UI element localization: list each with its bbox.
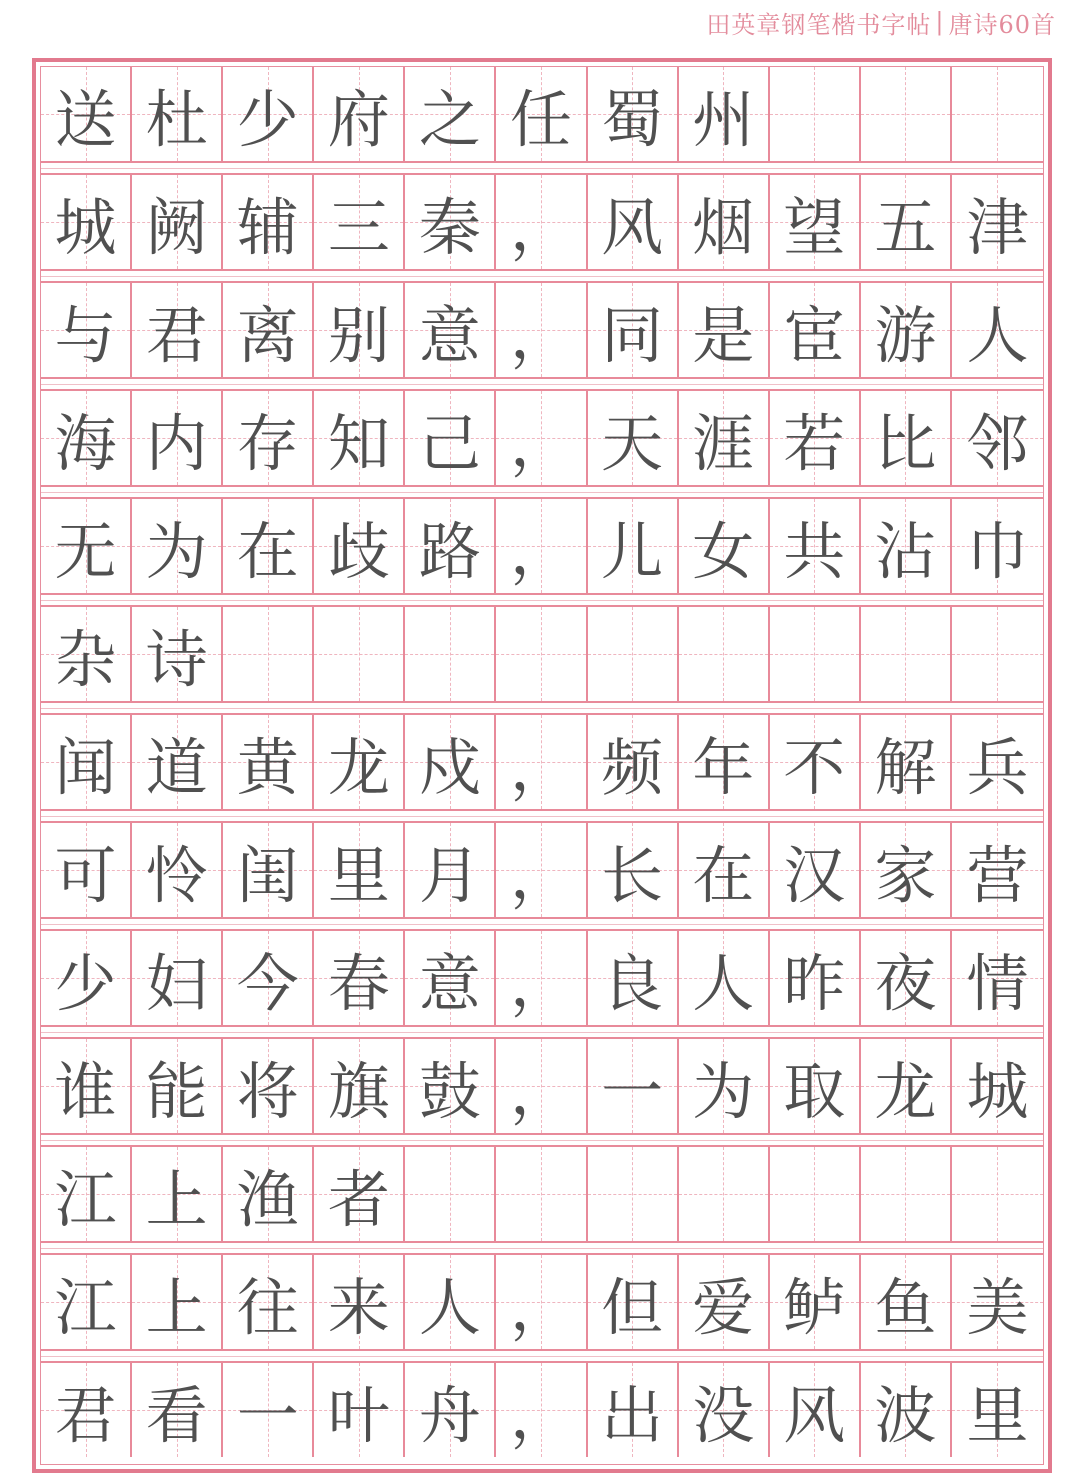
- character: 君: [145, 298, 208, 372]
- row-gap: [41, 1133, 1043, 1147]
- character: 城: [966, 1054, 1029, 1128]
- character: 津: [966, 190, 1029, 264]
- book-subtitle: 唐诗60首: [948, 10, 1056, 39]
- grid-cell: [861, 931, 952, 1025]
- grid-cell: [405, 1039, 496, 1133]
- character: 秦: [418, 190, 481, 264]
- grid-cell: [770, 175, 861, 269]
- grid-cell: [679, 1039, 770, 1133]
- grid-cell: [679, 607, 770, 701]
- character: 月: [418, 838, 481, 912]
- grid-cell: [314, 175, 405, 269]
- grid-cell: [132, 499, 223, 593]
- character: ，: [510, 1270, 573, 1344]
- character: 风: [601, 190, 664, 264]
- character: 怜: [145, 838, 208, 912]
- grid-cell: [861, 1255, 952, 1349]
- grid-cell: [314, 1039, 405, 1133]
- grid-cell: [314, 283, 405, 377]
- grid-cell: [679, 823, 770, 917]
- character: 在: [236, 514, 299, 588]
- character: 三: [327, 190, 390, 264]
- grid-cell: [41, 607, 132, 701]
- grid-cell: [41, 391, 132, 485]
- character: 任: [510, 82, 573, 156]
- grid-cell: [314, 823, 405, 917]
- grid-cell: [861, 391, 952, 485]
- character: 邻: [966, 406, 1029, 480]
- grid-cell: [496, 391, 587, 485]
- character: 送: [54, 82, 117, 156]
- grid-cell: [496, 715, 587, 809]
- grid-cell: [861, 715, 952, 809]
- character: 龙: [327, 730, 390, 804]
- grid-cell: [132, 1255, 223, 1349]
- character: 内: [145, 406, 208, 480]
- grid-cell: [223, 1255, 314, 1349]
- character: 旗: [327, 1054, 390, 1128]
- character: 但: [601, 1270, 664, 1344]
- grid-cell: [223, 1147, 314, 1241]
- character: 是: [692, 298, 755, 372]
- grid-cell: [770, 1255, 861, 1349]
- character: 州: [692, 82, 755, 156]
- row-gap: [41, 1349, 1043, 1363]
- grid-cell: [679, 499, 770, 593]
- grid-cell: [314, 607, 405, 701]
- character: 人: [966, 298, 1029, 372]
- character: 闺: [236, 838, 299, 912]
- character: 上: [145, 1162, 208, 1236]
- character: 儿: [601, 514, 664, 588]
- grid-cell: [770, 715, 861, 809]
- character: 叶: [327, 1378, 390, 1452]
- character: 出: [601, 1378, 664, 1452]
- grid-cell: [41, 175, 132, 269]
- header-separator: |: [935, 8, 945, 36]
- grid-cell: [314, 931, 405, 1025]
- grid-cell: [952, 931, 1043, 1025]
- grid-cell: [588, 823, 679, 917]
- character: 风: [783, 1378, 846, 1452]
- grid-row: [41, 283, 1043, 377]
- grid-cell: [314, 715, 405, 809]
- character: 一: [601, 1054, 664, 1128]
- grid-cell: [405, 715, 496, 809]
- grid-cell: [952, 175, 1043, 269]
- grid-cell: [405, 1147, 496, 1241]
- grid-cell: [132, 283, 223, 377]
- grid-cell: [223, 283, 314, 377]
- grid-cell: [223, 67, 314, 161]
- grid-row: [41, 823, 1043, 917]
- grid-row: [41, 175, 1043, 269]
- grid-cell: [405, 1255, 496, 1349]
- grid-cell: [588, 715, 679, 809]
- grid-cell: [588, 391, 679, 485]
- character: 戍: [418, 730, 481, 804]
- character: 少: [54, 946, 117, 1020]
- character: 江: [54, 1270, 117, 1344]
- grid-cell: [588, 931, 679, 1025]
- grid-cell: [952, 1255, 1043, 1349]
- character: 可: [54, 838, 117, 912]
- character: 意: [418, 946, 481, 1020]
- grid-cell: [223, 1363, 314, 1457]
- grid-cell: [588, 499, 679, 593]
- grid-cell: [679, 1255, 770, 1349]
- character: 同: [601, 298, 664, 372]
- character: 波: [874, 1378, 937, 1452]
- character: 解: [874, 730, 937, 804]
- grid-cell: [41, 1039, 132, 1133]
- row-gap: [41, 269, 1043, 283]
- grid-cell: [496, 175, 587, 269]
- character: 五: [874, 190, 937, 264]
- grid-cell: [496, 607, 587, 701]
- grid-cell: [132, 715, 223, 809]
- grid-cell: [41, 499, 132, 593]
- character: 长: [601, 838, 664, 912]
- row-gap: [41, 593, 1043, 607]
- grid-row: [41, 499, 1043, 593]
- character: 己: [418, 406, 481, 480]
- character: 春: [327, 946, 390, 1020]
- grid-cell: [679, 1147, 770, 1241]
- grid-cell: [132, 607, 223, 701]
- grid-cell: [132, 823, 223, 917]
- character: 里: [327, 838, 390, 912]
- grid-cell: [223, 931, 314, 1025]
- grid-cell: [405, 823, 496, 917]
- grid-cell: [223, 823, 314, 917]
- grid-cell: [770, 499, 861, 593]
- grid-cell: [132, 67, 223, 161]
- character: 天: [601, 406, 664, 480]
- grid-cell: [314, 499, 405, 593]
- character: 为: [145, 514, 208, 588]
- row-gap: [41, 917, 1043, 931]
- character: 兵: [966, 730, 1029, 804]
- grid-cell: [132, 1363, 223, 1457]
- character: 无: [54, 514, 117, 588]
- grid-cell: [496, 1147, 587, 1241]
- grid-cell: [861, 499, 952, 593]
- row-gap: [41, 485, 1043, 499]
- grid-cell: [496, 823, 587, 917]
- character: 昨: [783, 946, 846, 1020]
- character: 家: [874, 838, 937, 912]
- character: 渔: [236, 1162, 299, 1236]
- character: 良: [601, 946, 664, 1020]
- grid-cell: [405, 283, 496, 377]
- grid-cell: [770, 931, 861, 1025]
- character: 路: [418, 514, 481, 588]
- grid-cell: [223, 715, 314, 809]
- character: ，: [510, 838, 573, 912]
- grid-cell: [41, 1147, 132, 1241]
- character: 共: [783, 514, 846, 588]
- grid-cell: [132, 931, 223, 1025]
- row-gap: [41, 161, 1043, 175]
- grid-cell: [41, 1255, 132, 1349]
- character: 游: [874, 298, 937, 372]
- grid-cell: [588, 1147, 679, 1241]
- grid-cell: [496, 1363, 587, 1457]
- grid-cell: [770, 1147, 861, 1241]
- grid-row: [41, 715, 1043, 809]
- character: 取: [783, 1054, 846, 1128]
- character: 少: [236, 82, 299, 156]
- character: 往: [236, 1270, 299, 1344]
- grid-cell: [770, 823, 861, 917]
- grid-cell: [314, 391, 405, 485]
- page-header: [706, 0, 1056, 44]
- character: 杂: [54, 622, 117, 696]
- character: 之: [418, 82, 481, 156]
- character: ，: [510, 946, 573, 1020]
- character: ，: [510, 406, 573, 480]
- grid-cell: [588, 283, 679, 377]
- character: 诗: [145, 622, 208, 696]
- grid-cell: [223, 175, 314, 269]
- grid-cell: [861, 175, 952, 269]
- grid-cell: [41, 715, 132, 809]
- character: ，: [510, 730, 573, 804]
- grid-cell: [770, 1363, 861, 1457]
- grid-cell: [405, 391, 496, 485]
- grid-cell: [588, 1363, 679, 1457]
- grid-cell: [770, 283, 861, 377]
- grid-cell: [952, 1039, 1043, 1133]
- character: 年: [692, 730, 755, 804]
- grid-cell: [314, 1363, 405, 1457]
- character: 烟: [692, 190, 755, 264]
- grid-cell: [679, 715, 770, 809]
- character: 望: [783, 190, 846, 264]
- grid-cell: [41, 1363, 132, 1457]
- book-title: 田英章钢笔楷书字帖: [706, 10, 932, 39]
- character: 女: [692, 514, 755, 588]
- grid-cell: [132, 1039, 223, 1133]
- character: 鲈: [783, 1270, 846, 1344]
- grid-cell: [952, 499, 1043, 593]
- character: 舟: [418, 1378, 481, 1452]
- grid-cell: [223, 1039, 314, 1133]
- character: 为: [692, 1054, 755, 1128]
- character: ，: [510, 1054, 573, 1128]
- character: ，: [510, 514, 573, 588]
- row-gap: [41, 1025, 1043, 1039]
- character: 海: [54, 406, 117, 480]
- grid-cell: [405, 607, 496, 701]
- grid-cell: [679, 1363, 770, 1457]
- grid-cell: [405, 499, 496, 593]
- practice-sheet: [32, 58, 1052, 1473]
- character: 谁: [54, 1054, 117, 1128]
- grid-cell: [861, 283, 952, 377]
- character: 不: [783, 730, 846, 804]
- character: 巾: [966, 514, 1029, 588]
- character: 没: [692, 1378, 755, 1452]
- grid-cell: [588, 175, 679, 269]
- grid-cell: [132, 175, 223, 269]
- grid-cell: [41, 823, 132, 917]
- character: 营: [966, 838, 1029, 912]
- character: 君: [54, 1378, 117, 1452]
- grid-cell: [223, 391, 314, 485]
- grid-row: [41, 67, 1043, 161]
- character: 爱: [692, 1270, 755, 1344]
- row-gap: [41, 1241, 1043, 1255]
- character: 看: [145, 1378, 208, 1452]
- character: 能: [145, 1054, 208, 1128]
- grid-cell: [952, 607, 1043, 701]
- character: 上: [145, 1270, 208, 1344]
- grid-cell: [588, 1039, 679, 1133]
- row-gap: [41, 701, 1043, 715]
- character: ，: [510, 298, 573, 372]
- grid-cell: [496, 283, 587, 377]
- character: 妇: [145, 946, 208, 1020]
- character: 江: [54, 1162, 117, 1236]
- character: 意: [418, 298, 481, 372]
- character: 频: [601, 730, 664, 804]
- grid-cell: [405, 931, 496, 1025]
- character: 将: [236, 1054, 299, 1128]
- grid-cell: [588, 67, 679, 161]
- character: 涯: [692, 406, 755, 480]
- character: 杜: [145, 82, 208, 156]
- grid-cell: [679, 283, 770, 377]
- grid-cell: [41, 931, 132, 1025]
- row-gap: [41, 377, 1043, 391]
- grid-cell: [405, 175, 496, 269]
- character: 闻: [54, 730, 117, 804]
- grid-cell: [952, 391, 1043, 485]
- grid-cell: [679, 391, 770, 485]
- grid-cell: [132, 391, 223, 485]
- character: 一: [236, 1378, 299, 1452]
- character: 道: [145, 730, 208, 804]
- character: 在: [692, 838, 755, 912]
- character: 歧: [327, 514, 390, 588]
- character: 离: [236, 298, 299, 372]
- grid-cell: [861, 1363, 952, 1457]
- character: 美: [966, 1270, 1029, 1344]
- grid-cell: [861, 1039, 952, 1133]
- grid-cell: [952, 67, 1043, 161]
- character: 来: [327, 1270, 390, 1344]
- grid-cell: [952, 823, 1043, 917]
- character: 者: [327, 1162, 390, 1236]
- grid-row: [41, 607, 1043, 701]
- grid-cell: [952, 715, 1043, 809]
- row-gap: [41, 809, 1043, 823]
- character: 别: [327, 298, 390, 372]
- grid-row: [41, 931, 1043, 1025]
- grid-cell: [679, 67, 770, 161]
- grid-cell: [588, 1255, 679, 1349]
- grid-cell: [588, 607, 679, 701]
- grid-cell: [496, 1039, 587, 1133]
- grid-cell: [405, 67, 496, 161]
- grid-cell: [861, 67, 952, 161]
- grid-cell: [952, 1363, 1043, 1457]
- character: 夜: [874, 946, 937, 1020]
- grid-cell: [496, 499, 587, 593]
- character: 鱼: [874, 1270, 937, 1344]
- grid-cell: [132, 1147, 223, 1241]
- grid-cell: [770, 1039, 861, 1133]
- character: 存: [236, 406, 299, 480]
- grid-cell: [405, 1363, 496, 1457]
- grid-cell: [41, 283, 132, 377]
- grid-cell: [314, 1255, 405, 1349]
- grid-cell: [952, 1147, 1043, 1241]
- character: ，: [510, 1378, 573, 1452]
- character: 城: [54, 190, 117, 264]
- grid-cell: [861, 607, 952, 701]
- grid-row: [41, 1039, 1043, 1133]
- character: 辅: [236, 190, 299, 264]
- grid-cell: [679, 175, 770, 269]
- grid-cell: [496, 1255, 587, 1349]
- grid-cell: [952, 283, 1043, 377]
- character: 汉: [783, 838, 846, 912]
- character: 黄: [236, 730, 299, 804]
- grid-cell: [679, 931, 770, 1025]
- character: 宦: [783, 298, 846, 372]
- grid-cell: [223, 499, 314, 593]
- character: 沾: [874, 514, 937, 588]
- grid-row: [41, 391, 1043, 485]
- grid-cell: [770, 607, 861, 701]
- character: 若: [783, 406, 846, 480]
- character: 比: [874, 406, 937, 480]
- grid-cell: [496, 67, 587, 161]
- character: 人: [418, 1270, 481, 1344]
- character: 蜀: [601, 82, 664, 156]
- grid-cell: [314, 1147, 405, 1241]
- character: 与: [54, 298, 117, 372]
- character: 里: [966, 1378, 1029, 1452]
- character: 龙: [874, 1054, 937, 1128]
- grid-cell: [314, 67, 405, 161]
- character: 府: [327, 82, 390, 156]
- grid-cell: [770, 391, 861, 485]
- grid-cell: [861, 1147, 952, 1241]
- character: 人: [692, 946, 755, 1020]
- grid-cell: [496, 931, 587, 1025]
- grid-cell: [223, 607, 314, 701]
- character: 鼓: [418, 1054, 481, 1128]
- character: 今: [236, 946, 299, 1020]
- grid-row: [41, 1147, 1043, 1241]
- grid-cell: [861, 823, 952, 917]
- character: 知: [327, 406, 390, 480]
- character: ，: [510, 190, 573, 264]
- grid-row: [41, 1363, 1043, 1457]
- character-grid: [40, 66, 1044, 1465]
- character: 阙: [145, 190, 208, 264]
- character: 情: [966, 946, 1029, 1020]
- grid-cell: [770, 67, 861, 161]
- grid-row: [41, 1255, 1043, 1349]
- grid-cell: [41, 67, 132, 161]
